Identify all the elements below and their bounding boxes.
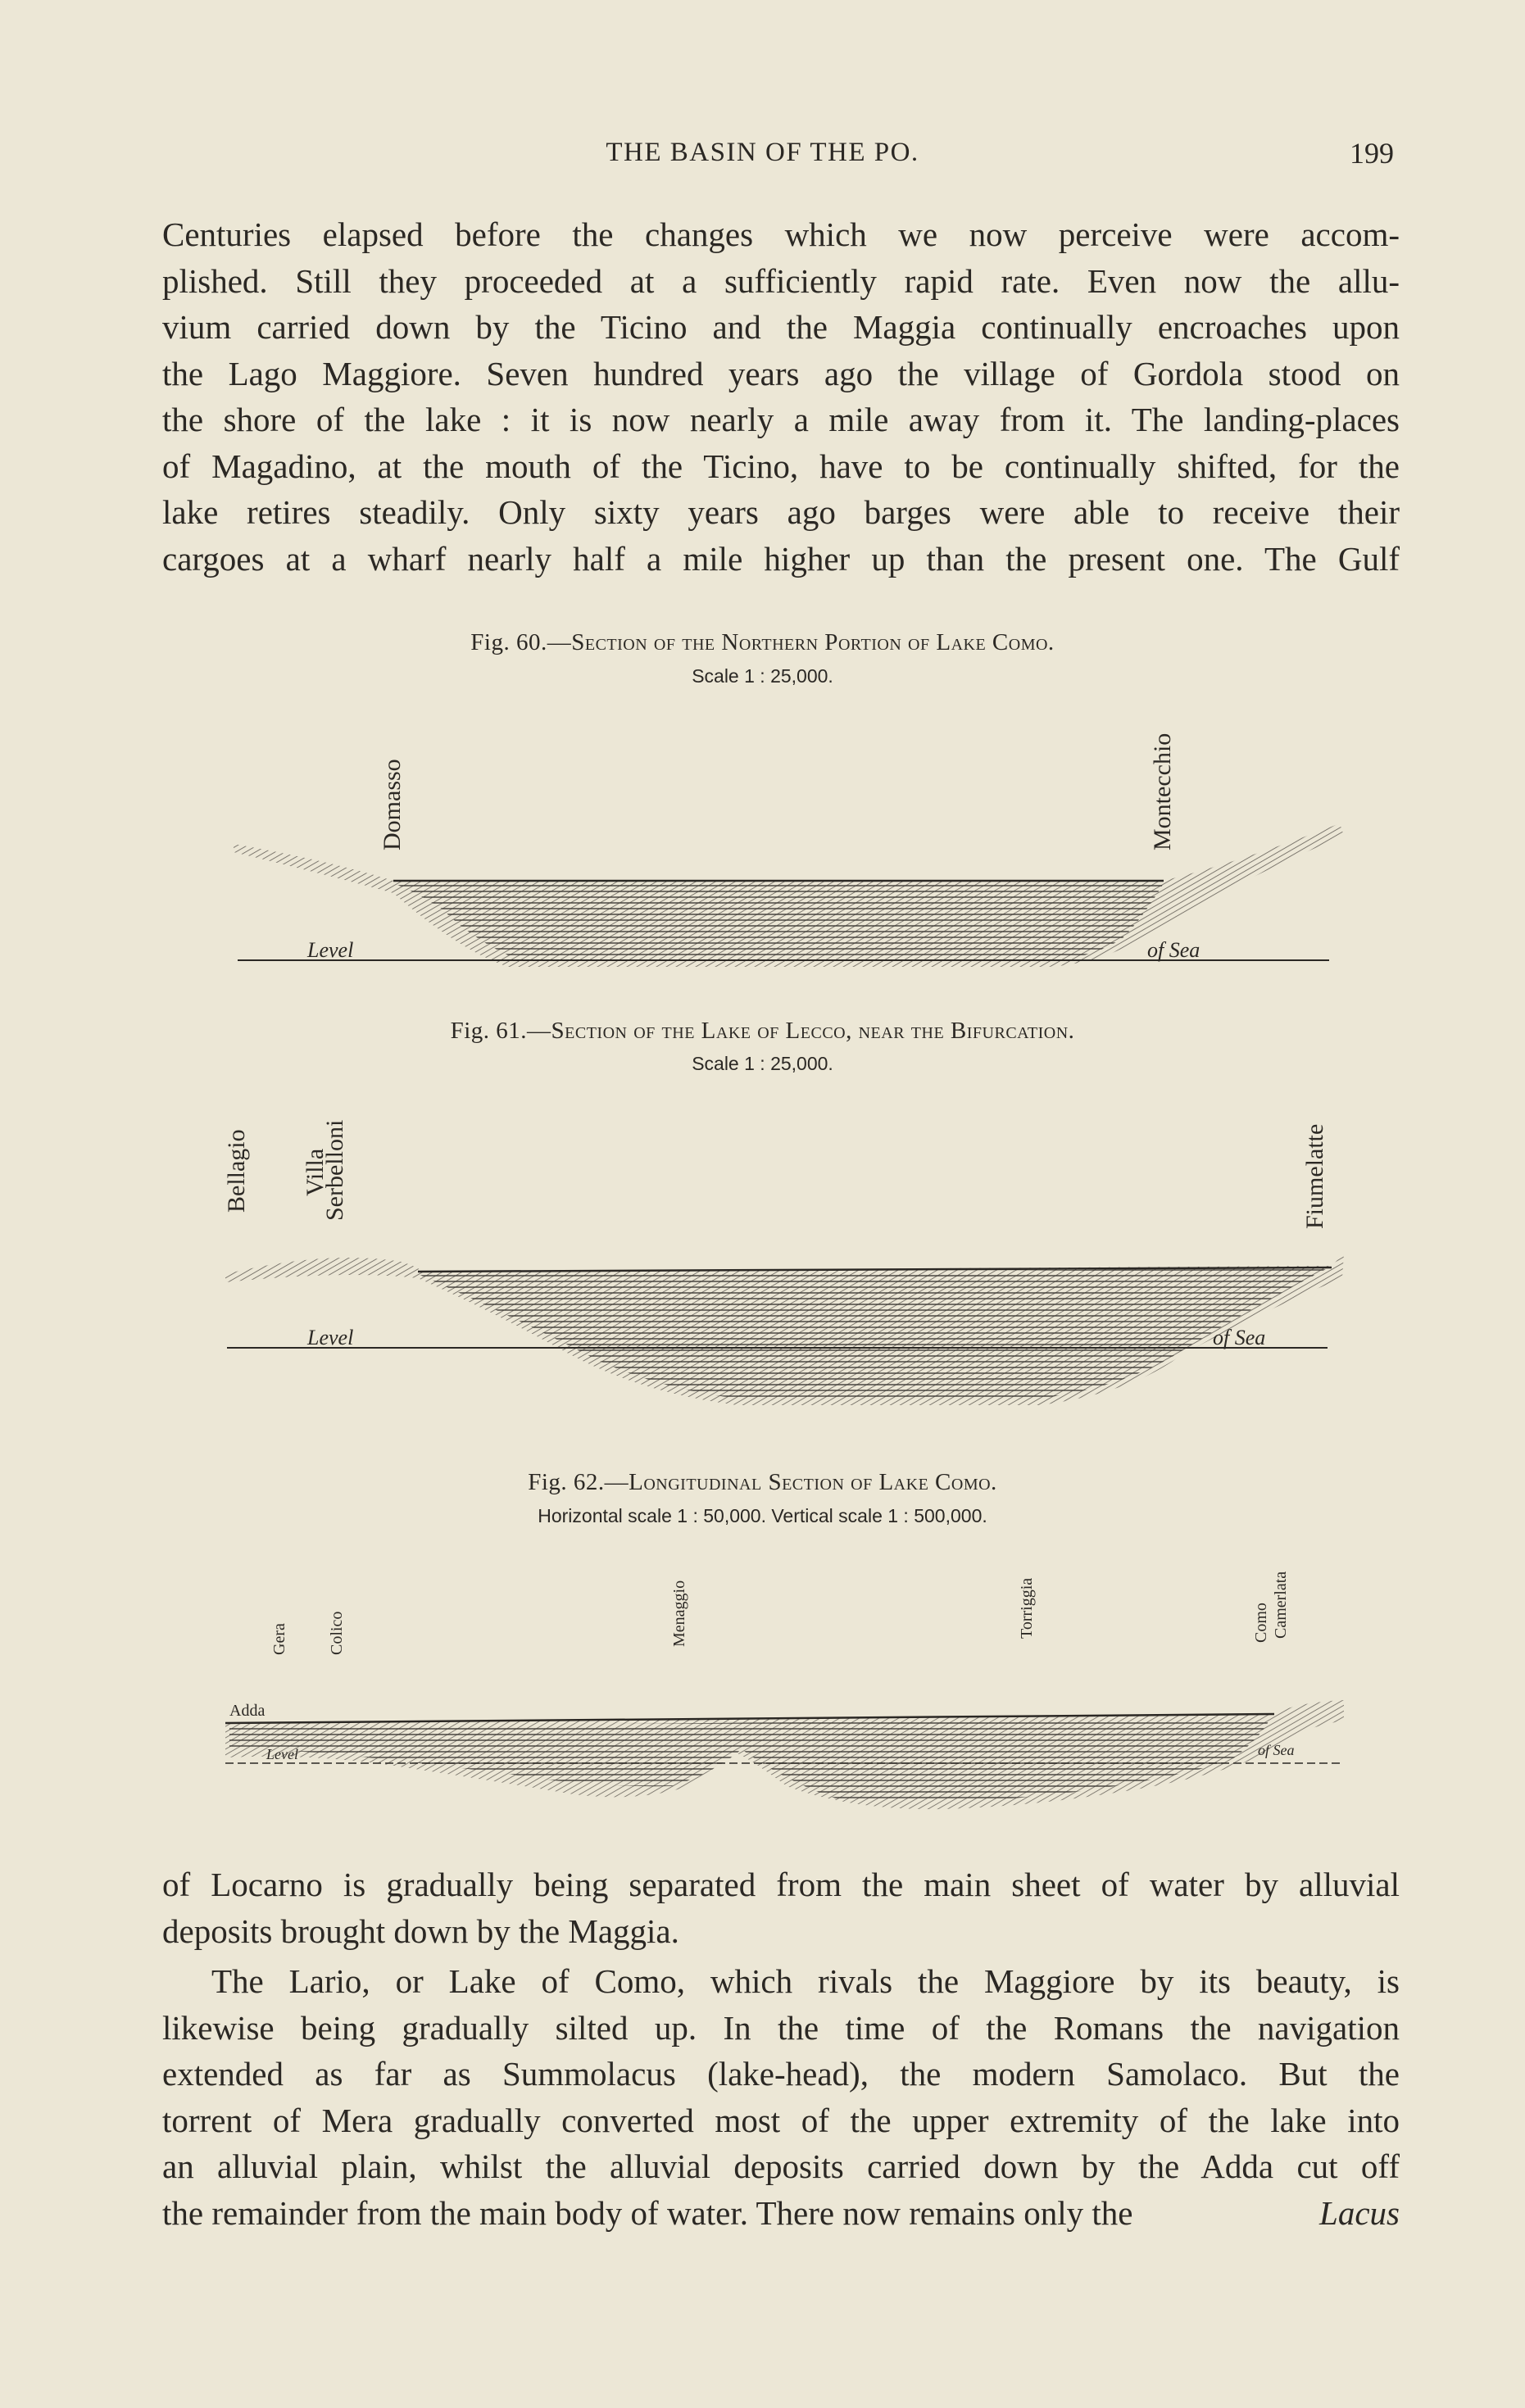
figure-60-scale: Scale 1 : 25,000. [692,665,833,687]
text-line: The Lario, or Lake of Como, which rivals the Maggiore by its beauty, is [211,1962,1400,2000]
place-label-serbelloni: Serbelloni [321,1119,348,1221]
text-line: extended as far as Summolacus (lake-head), the modern Samolaco. But the [162,2055,1400,2093]
page-number: 199 [1350,137,1394,170]
figure-60-title: Section of the Northern Portion of Lake Como. [571,629,1055,655]
place-label-menaggio: Menaggio [670,1580,688,1647]
figure-62-level-label: Level [266,1746,298,1762]
place-label-fiumelatte: Fiumelatte [1301,1123,1328,1229]
figure-61-sea-label: of Sea [1213,1326,1266,1349]
figure-62-title: Longitudinal Section of Lake Como. [629,1469,997,1495]
place-label-villa: Villa [302,1148,329,1196]
text-line: Centuries elapsed before the changes which we now perceive were accom- [162,215,1400,253]
figure-60-sea-label: of Sea [1147,938,1200,962]
figure-61-number: Fig. 61.— [450,1018,551,1044]
figure-62-number: Fig. 62.— [528,1469,629,1495]
text-line: of Magadino, at the mouth of the Ticino, have to be continually shifted, for the [162,447,1400,485]
figure-62-scale: Horizontal scale 1 : 50,000. Vertical scale 1 : 500,000. [538,1505,987,1526]
place-label-montecchio: Montecchio [1149,732,1176,850]
place-label-domasso: Domasso [379,759,406,850]
running-title: THE BASIN OF THE PO. [606,138,919,167]
text-line: vium carried down by the Ticino and the Maggia continually encroaches upon [162,308,1400,346]
place-label-gera: Gera [270,1623,288,1655]
figure-61-drawing [225,1254,1344,1405]
figure-62-river-label: Adda [229,1702,266,1720]
paragraph-2 [162,1862,1400,1954]
figure-62-sea-label: of Sea [1258,1742,1295,1758]
figure-60-number: Fig. 60.— [470,629,572,655]
text-line: deposits brought down by the Maggia. [162,1911,679,1950]
text-line: plished. Still they proceeded at a sufficiently rapid rate. Even now the allu- [162,261,1400,300]
text-line: the shore of the lake : it is now nearly a mile away from it. The landing-places [162,401,1400,438]
text-line-final [162,2190,1400,2237]
place-label-camerlata: Camerlata [1272,1571,1290,1639]
text-line: cargoes at a wharf nearly half a mile higher up than the present one. The Gulf [162,539,1400,578]
paragraph-3 [162,1958,1400,2236]
text-line: torrent of Mera gradually converted most of the upper extremity of the lake into [162,2101,1400,2139]
text-line: lake retires steadily. Only sixty years ago barges were able to receive their [162,493,1400,531]
text-line: of Locarno is gradually being separated from the main sheet of water by alluvial [162,1866,1400,1903]
figure-61-title: Section of the Lake of Lecco, near the Bifurcation. [551,1018,1075,1044]
text-line: the Lago Maggiore. Seven hundred years ago the village of Gordola stood on [162,354,1400,392]
place-label-como: Como [1252,1603,1270,1643]
figure-61-caption [0,1018,1525,1045]
text-line: an alluvial plain, whilst the alluvial deposits carried down by the Adda cut off [162,2147,1400,2185]
italic-word: Lacus [1319,2193,1400,2232]
figure-60-level-label: Level [307,938,354,962]
place-label-colico: Colico [328,1611,346,1655]
figure-61-level-label: Level [307,1326,354,1349]
place-label-torriggia: Torriggia [1018,1577,1036,1639]
figure-62-caption [0,1469,1525,1496]
figure-61-scale: Scale 1 : 25,000. [692,1053,833,1074]
text-line: the remainder from the main body of water. There now remains only the [162,2193,1133,2232]
place-label-bellagio: Bellagio [223,1129,250,1213]
figure-62-drawing [225,1700,1344,1809]
text-line: likewise being gradually silted up. In the time of the Romans the navigation [162,2008,1400,2047]
